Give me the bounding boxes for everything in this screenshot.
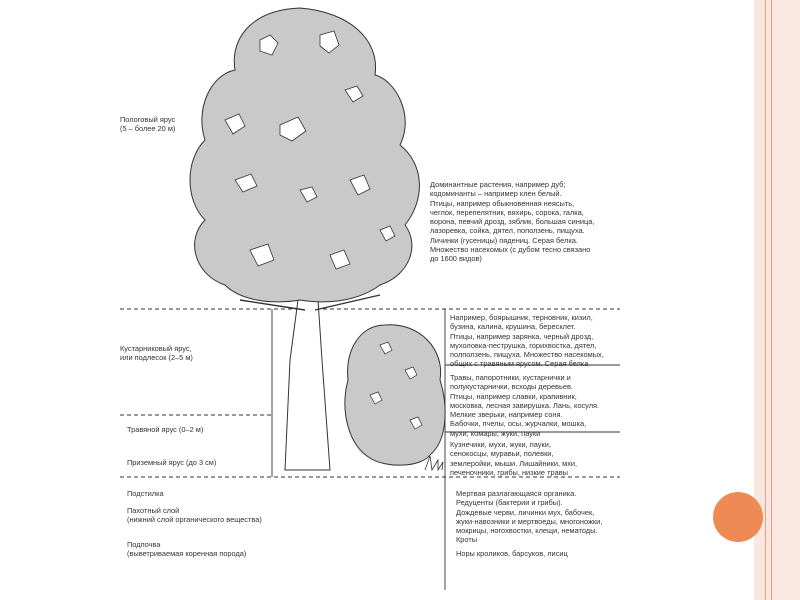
burrows-description: Норы кроликов, барсуков, лисиц bbox=[456, 549, 568, 558]
herb-description: Травы, папоротники, кустарнички и полукустарнички, всходы деревьев. Птицы, например славки, крапивник, московка, лесная завирушка. Лань, косуля. Мелкие зверьки, например соня. Бабочки, пчелы, осы, журчалки, мошка, мухи, комары, жуки, пауки bbox=[450, 373, 600, 438]
label-plow-layer: Пахотный слой (нижний слой органического вещества) bbox=[127, 506, 262, 525]
canopy-description: Доминантные растения, например дуб; кодоминанты – например клен белый. Птицы, например обыкновенная неясыть, чеглок, перепелятник, вяхирь, сорока, галка, ворона, певчий дрозд, зяблик, большая синица, лазоревка, сойка, дятел, поползень, пищуха. Личинки (гусеницы) пядениц. Серая белка. Множество насекомых (с дубом тесно связано до 1600 видов) bbox=[430, 180, 595, 264]
label-litter: Подстилка bbox=[127, 489, 164, 498]
shrub bbox=[345, 325, 445, 465]
label-herb-layer: Травяной ярус (0–2 м) bbox=[127, 425, 204, 434]
ground-description: Кузнечики, мухи, жуки, пауки, сенокосцы, муравьи, полевки, землеройки, мыши. Лишайники, мхи, печеночники, грибы, низкие травы bbox=[450, 440, 578, 477]
label-ground-layer: Приземный ярус (до 3 см) bbox=[127, 458, 217, 467]
label-canopy-layer: Пологовый ярус (5 – более 20 м) bbox=[120, 115, 176, 134]
label-subsoil: Подпочва (выветриваемая коренная порода) bbox=[127, 540, 247, 559]
shrub-description: Например, боярышник, терновник, кизил, бузина, калина, крушина, бересклет. Птицы, например зарянка, черный дрозд, мухоловка-пеструшка, горихвостка, дятел, полползень, пищуха. Множество насекомых, общих с травяным ярусом. Серая белка bbox=[450, 313, 604, 369]
tree-trunk bbox=[285, 300, 330, 470]
litter-description: Мертвая разлагающаяся органика. Редуценты (бактерии и грибы). Дождевые черви, личинки мух, бабочек, жуки-навозники и мертвоеды, многоножки, мокрицы, ногохвостки, клещи, нематоды. Кроты bbox=[456, 489, 603, 545]
label-shrub-layer: Кустарниковый ярус, или подлесок (2–5 м) bbox=[120, 344, 193, 363]
tree-canopy bbox=[190, 8, 419, 302]
